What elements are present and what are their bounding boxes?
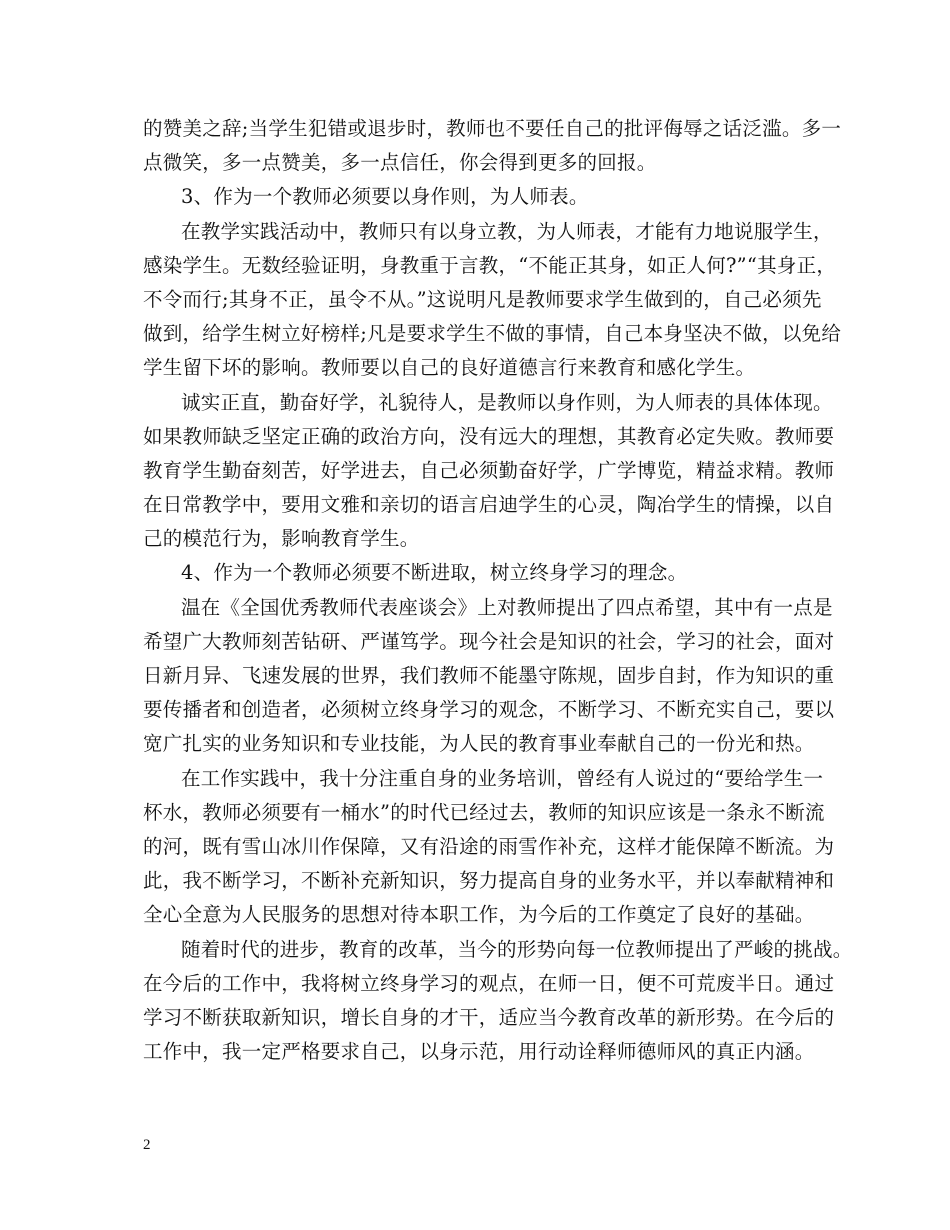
text-line: 教育学生勤奋刻苦，好学进去，自己必须勤奋好学，广学博览，精益求精。教师 (143, 458, 835, 482)
text-line: 全心全意为人民服务的思想对待本职工作，为今后的工作奠定了良好的基础。 (143, 903, 815, 927)
paragraph (143, 215, 842, 386)
text-line: 不令而行;其身不正，虽令不从。”这说明凡是教师要求学生做到的，自己必须先 (143, 287, 822, 311)
text-line: 己的模范行为，影响教育学生。 (143, 527, 420, 551)
text-line: 在教学实践活动中，教师只有以身立教，为人师表，才能有力地说服学生， (181, 219, 833, 243)
paragraph (143, 933, 853, 1070)
text-line: 温在《全国优秀教师代表座谈会》上对教师提出了四点希望，其中有一点是 (181, 595, 833, 619)
text-line: 要传播者和创造者，必须树立终身学习的观念，不断学习、不断充实自己，要以 (143, 698, 835, 722)
text-line: 随着时代的进步，教育的改革，当今的形势向每一位教师提出了严峻的挑战。 (181, 937, 853, 961)
text-line: 宽广扎实的业务知识和专业技能，为人民的教育事业奉献自己的一份光和热。 (143, 732, 815, 756)
text-line: 的河，既有雪山冰川作保障，又有沿途的雨雪作补充，这样才能保障不断流。为 (143, 834, 835, 858)
text-line: 杯水，教师必须要有一桶水”的时代已经过去，教师的知识应该是一条永不断流 (143, 800, 825, 824)
text-line: 工作中，我一定严格要求自己，以身示范，用行动诠释师德师风的真正内涵。 (143, 1040, 815, 1064)
paragraph (143, 591, 835, 762)
text-line: 3、作为一个教师必须要以身作则，为人师表。 (181, 185, 589, 209)
paragraph (143, 386, 835, 557)
text-line: 学生留下坏的影响。教师要以自己的良好道德言行来教育和感化学生。 (143, 356, 756, 380)
text-line: 4、作为一个教师必须要不断进取，树立终身学习的理念。 (181, 561, 688, 585)
text-line: 希望广大教师刻苦钻研、严谨笃学。现今社会是知识的社会，学习的社会，面对 (143, 629, 835, 653)
text-line: 在今后的工作中，我将树立终身学习的观点，在师一日，便不可荒废半日。通过 (143, 971, 835, 995)
paragraph (143, 762, 835, 933)
text-line: 日新月异、飞速发展的世界，我们教师不能墨守陈规，固步自封，作为知识的重 (143, 664, 835, 687)
text-line: 如果教师缺乏坚定正确的政治方向，没有远大的理想，其教育必定失败。教师要 (143, 424, 835, 448)
text-line: 诚实正直，勤奋好学，礼貌待人，是教师以身作则，为人师表的具体体现。 (181, 390, 833, 414)
paragraph (143, 112, 842, 180)
text-line: 点微笑，多一点赞美，多一点信任，你会得到更多的回报。 (143, 151, 657, 175)
text-line: 在工作实践中，我十分注重自身的业务培训，曾经有人说过的“要给学生一 (181, 766, 824, 790)
text-line: 的赞美之辞;当学生犯错或退步时，教师也不要任自己的批评侮辱之话泛滥。多一 (143, 117, 842, 140)
text-line: 在日常教学中，要用文雅和亲切的语言启迪学生的心灵，陶冶学生的情操，以自 (143, 493, 835, 517)
section-heading (143, 556, 815, 590)
text-line: 做到，给学生树立好榜样;凡是要求学生不做的事情，自己本身坚决不做，以免给 (143, 322, 842, 346)
text-line: 此，我不断学习，不断补充新知识，努力提高自身的业务水平，并以奉献精神和 (143, 869, 835, 893)
document-body (143, 112, 853, 1069)
text-line: 学习不断获取新知识，增长自身的才干，适应当今教育改革的新形势。在今后的 (143, 1005, 835, 1029)
section-heading (143, 180, 815, 214)
page-number: 2 (143, 1137, 151, 1153)
text-line: 感染学生。无数经验证明，身教重于言教，“不能正其身，如正人何?”“其身正， (143, 253, 837, 277)
